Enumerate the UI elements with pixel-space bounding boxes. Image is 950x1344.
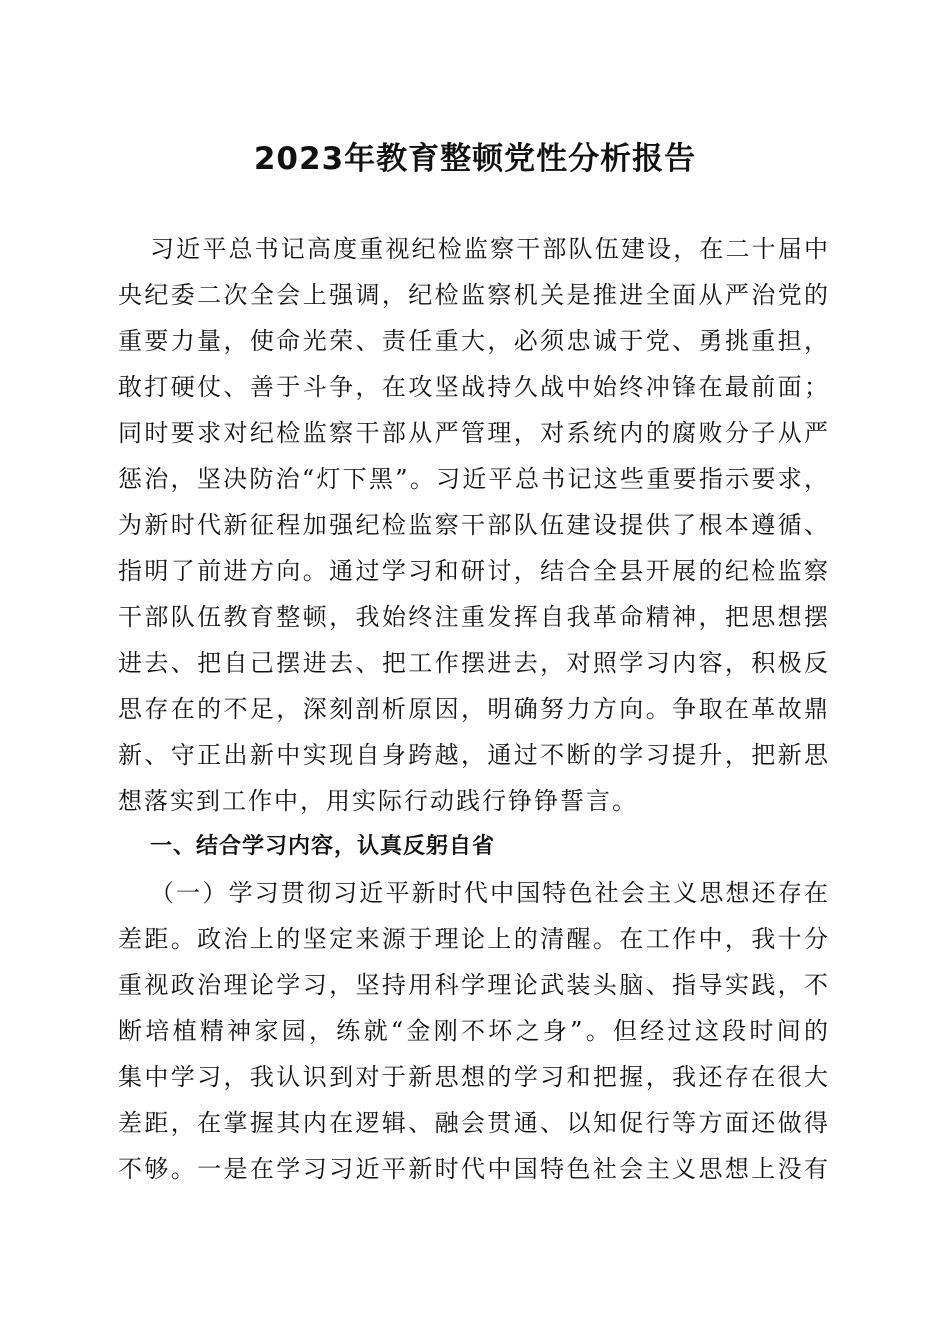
intro-line-13: 想落实到工作中，用实际行动践行铮铮誓言。 xyxy=(118,787,638,815)
subsection-line-1: （一）学习贯彻习近平新时代中国特色社会主义思想还存在 xyxy=(150,879,830,907)
intro-line-7: 为新时代新征程加强纪检监察干部队伍建设提供了根本遵循、 xyxy=(118,511,830,539)
subsection-line-4: 断培植精神家园，练就“金刚不坏之身”。但经过这段时间的 xyxy=(118,1017,830,1045)
intro-line-11: 思存在的不足，深刻剖析原因，明确努力方向。争取在革故鼎 xyxy=(118,695,830,723)
subsection-line-2: 差距。政治上的坚定来源于理论上的清醒。在工作中，我十分 xyxy=(118,925,830,953)
intro-line-10: 进去、把自己摆进去、把工作摆进去，对照学习内容，积极反 xyxy=(118,649,830,677)
intro-line-6: 惩治，坚决防治“灯下黑”。习近平总书记这些重要指示要求， xyxy=(118,465,830,493)
intro-line-8: 指明了前进方向。通过学习和研讨，结合全县开展的纪检监察 xyxy=(118,557,830,585)
subsection-line-6: 差距，在掌握其内在逻辑、融会贯通、以知促行等方面还做得 xyxy=(118,1109,830,1137)
section-heading: 一、结合学习内容，认真反躬自省 xyxy=(150,834,496,859)
subsection-line-3: 重视政治理论学习，坚持用科学理论武装头脑、指导实践，不 xyxy=(118,971,830,999)
subsection-line-7: 不够。一是在学习习近平新时代中国特色社会主义思想上没有 xyxy=(118,1155,830,1183)
intro-line-9: 干部队伍教育整顿，我始终注重发挥自我革命精神，把思想摆 xyxy=(118,603,830,631)
subsection-line-5: 集中学习，我认识到对于新思想的学习和把握，我还存在很大 xyxy=(118,1063,830,1091)
intro-line-2: 央纪委二次全会上强调，纪检监察机关是推进全面从严治党的 xyxy=(118,281,830,309)
intro-line-4: 敢打硬仗、善于斗争，在攻坚战持久战中始终冲锋在最前面； xyxy=(118,373,830,401)
intro-line-5: 同时要求对纪检监察干部从严管理，对系统内的腐败分子从严 xyxy=(118,419,830,447)
document-title: 2023年教育整顿党性分析报告 xyxy=(253,141,697,177)
intro-line-12: 新、守正出新中实现自身跨越，通过不断的学习提升，把新思 xyxy=(118,741,830,769)
intro-line-3: 重要力量，使命光荣、责任重大，必须忠诚于党、勇挑重担， xyxy=(118,327,830,355)
intro-line-1: 习近平总书记高度重视纪检监察干部队伍建设，在二十届中 xyxy=(150,235,830,263)
